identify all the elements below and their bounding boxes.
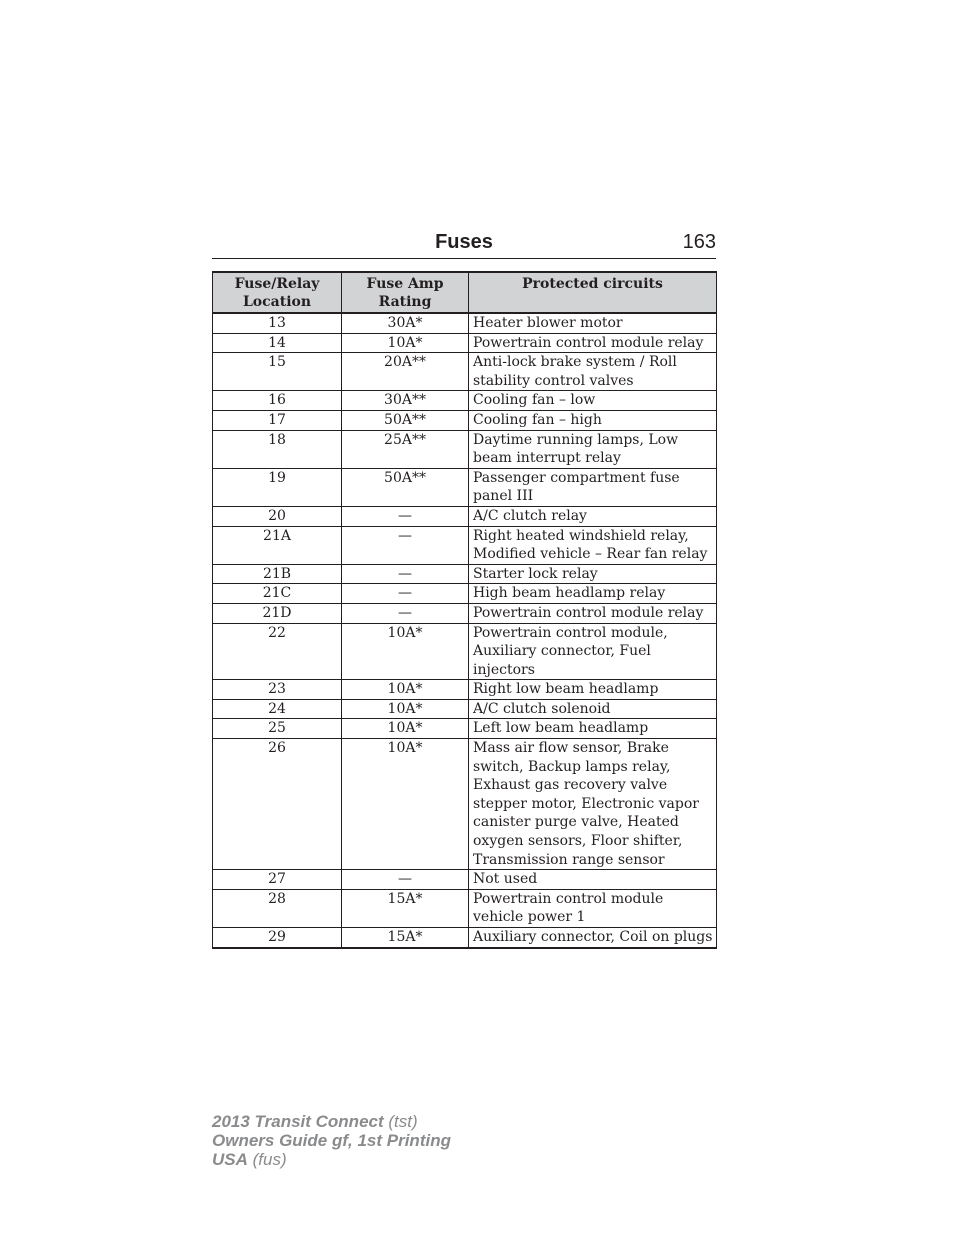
page-footer bbox=[212, 1112, 451, 1169]
cell-rating: 15A* bbox=[342, 928, 469, 948]
footer-market-code: (fus) bbox=[252, 1150, 287, 1169]
table-header-row bbox=[213, 272, 717, 313]
table-row bbox=[213, 353, 717, 391]
cell-location: 18 bbox=[213, 430, 342, 468]
table-row bbox=[213, 739, 717, 870]
cell-location: 24 bbox=[213, 699, 342, 719]
footer-line-3 bbox=[212, 1150, 451, 1169]
cell-circuits: Powertrain control module vehicle power 1 bbox=[469, 889, 717, 927]
cell-circuits: Powertrain control module relay bbox=[469, 333, 717, 353]
footer-vehicle: 2013 Transit Connect bbox=[212, 1112, 384, 1131]
cell-circuits: Anti-lock brake system / Roll stability control valves bbox=[469, 353, 717, 391]
cell-location: 25 bbox=[213, 719, 342, 739]
table-row bbox=[213, 719, 717, 739]
cell-location: 22 bbox=[213, 623, 342, 680]
table-row bbox=[213, 699, 717, 719]
table-row bbox=[213, 333, 717, 353]
table-row bbox=[213, 564, 717, 584]
cell-circuits: Starter lock relay bbox=[469, 564, 717, 584]
cell-circuits: A/C clutch relay bbox=[469, 506, 717, 526]
page-header bbox=[212, 230, 716, 259]
cell-location: 19 bbox=[213, 468, 342, 506]
cell-rating: 50A** bbox=[342, 410, 469, 430]
column-header-line: Fuse Amp bbox=[366, 276, 444, 292]
cell-circuits: Heater blower motor bbox=[469, 313, 717, 333]
cell-location: 13 bbox=[213, 313, 342, 333]
cell-location: 21C bbox=[213, 584, 342, 604]
cell-circuits: Cooling fan – high bbox=[469, 410, 717, 430]
cell-location: 21D bbox=[213, 603, 342, 623]
column-header-location bbox=[213, 272, 342, 313]
cell-location: 20 bbox=[213, 506, 342, 526]
cell-circuits: Right heated windshield relay, Modified vehicle – Rear fan relay bbox=[469, 526, 717, 564]
cell-rating: 10A* bbox=[342, 719, 469, 739]
table-row bbox=[213, 468, 717, 506]
table-row bbox=[213, 391, 717, 411]
cell-circuits: Daytime running lamps, Low beam interrupt relay bbox=[469, 430, 717, 468]
table-row bbox=[213, 623, 717, 680]
table-row bbox=[213, 526, 717, 564]
footer-guide: Owners Guide gf, 1st Printing bbox=[212, 1131, 451, 1150]
cell-circuits: Not used bbox=[469, 870, 717, 890]
cell-location: 26 bbox=[213, 739, 342, 870]
table-row bbox=[213, 430, 717, 468]
table-row bbox=[213, 928, 717, 948]
cell-circuits: A/C clutch solenoid bbox=[469, 699, 717, 719]
column-header-line: Location bbox=[242, 294, 312, 310]
footer-line-1 bbox=[212, 1112, 451, 1131]
column-header-line: Rating bbox=[378, 294, 432, 310]
cell-circuits: High beam headlamp relay bbox=[469, 584, 717, 604]
cell-rating: 30A** bbox=[342, 391, 469, 411]
cell-location: 28 bbox=[213, 889, 342, 927]
cell-circuits: Passenger compartment fuse panel III bbox=[469, 468, 717, 506]
cell-circuits: Right low beam headlamp bbox=[469, 680, 717, 700]
cell-circuits: Powertrain control module relay bbox=[469, 603, 717, 623]
column-header-line: Fuse/Relay bbox=[234, 276, 320, 292]
cell-rating: — bbox=[342, 526, 469, 564]
cell-location: 21A bbox=[213, 526, 342, 564]
cell-rating: 10A* bbox=[342, 333, 469, 353]
cell-rating: — bbox=[342, 506, 469, 526]
cell-rating: — bbox=[342, 870, 469, 890]
cell-circuits: Mass air flow sensor, Brake switch, Backup lamps relay, Exhaust gas recovery valve stepper motor, Electronic vapor canister purge valve, Heated oxygen sensors, Floor shifter, Transmission range sensor bbox=[469, 739, 717, 870]
column-header-circuits bbox=[469, 272, 717, 313]
fuse-table bbox=[212, 271, 717, 949]
table-row bbox=[213, 506, 717, 526]
cell-rating: 25A** bbox=[342, 430, 469, 468]
cell-rating: — bbox=[342, 603, 469, 623]
cell-rating: 15A* bbox=[342, 889, 469, 927]
cell-location: 15 bbox=[213, 353, 342, 391]
table-row bbox=[213, 680, 717, 700]
cell-location: 27 bbox=[213, 870, 342, 890]
cell-rating: 10A* bbox=[342, 699, 469, 719]
cell-rating: 50A** bbox=[342, 468, 469, 506]
cell-location: 17 bbox=[213, 410, 342, 430]
cell-rating: — bbox=[342, 564, 469, 584]
section-title: Fuses bbox=[435, 231, 493, 253]
cell-circuits: Auxiliary connector, Coil on plugs bbox=[469, 928, 717, 948]
cell-rating: — bbox=[342, 584, 469, 604]
cell-location: 16 bbox=[213, 391, 342, 411]
table-row bbox=[213, 889, 717, 927]
table-row bbox=[213, 410, 717, 430]
cell-rating: 10A* bbox=[342, 623, 469, 680]
page-number: 163 bbox=[682, 231, 716, 253]
table-row bbox=[213, 870, 717, 890]
table-row bbox=[213, 603, 717, 623]
cell-circuits: Cooling fan – low bbox=[469, 391, 717, 411]
table-row bbox=[213, 313, 717, 333]
footer-line-2 bbox=[212, 1131, 451, 1150]
table-body bbox=[213, 313, 717, 948]
cell-location: 23 bbox=[213, 680, 342, 700]
footer-vehicle-code: (tst) bbox=[388, 1112, 418, 1131]
footer-market: USA bbox=[212, 1150, 248, 1169]
cell-rating: 10A* bbox=[342, 739, 469, 870]
cell-rating: 20A** bbox=[342, 353, 469, 391]
cell-circuits: Left low beam headlamp bbox=[469, 719, 717, 739]
column-header-rating bbox=[342, 272, 469, 313]
cell-rating: 10A* bbox=[342, 680, 469, 700]
column-header-line: Protected circuits bbox=[522, 276, 663, 292]
cell-location: 29 bbox=[213, 928, 342, 948]
cell-circuits: Powertrain control module, Auxiliary connector, Fuel injectors bbox=[469, 623, 717, 680]
table-row bbox=[213, 584, 717, 604]
cell-location: 14 bbox=[213, 333, 342, 353]
cell-location: 21B bbox=[213, 564, 342, 584]
cell-rating: 30A* bbox=[342, 313, 469, 333]
